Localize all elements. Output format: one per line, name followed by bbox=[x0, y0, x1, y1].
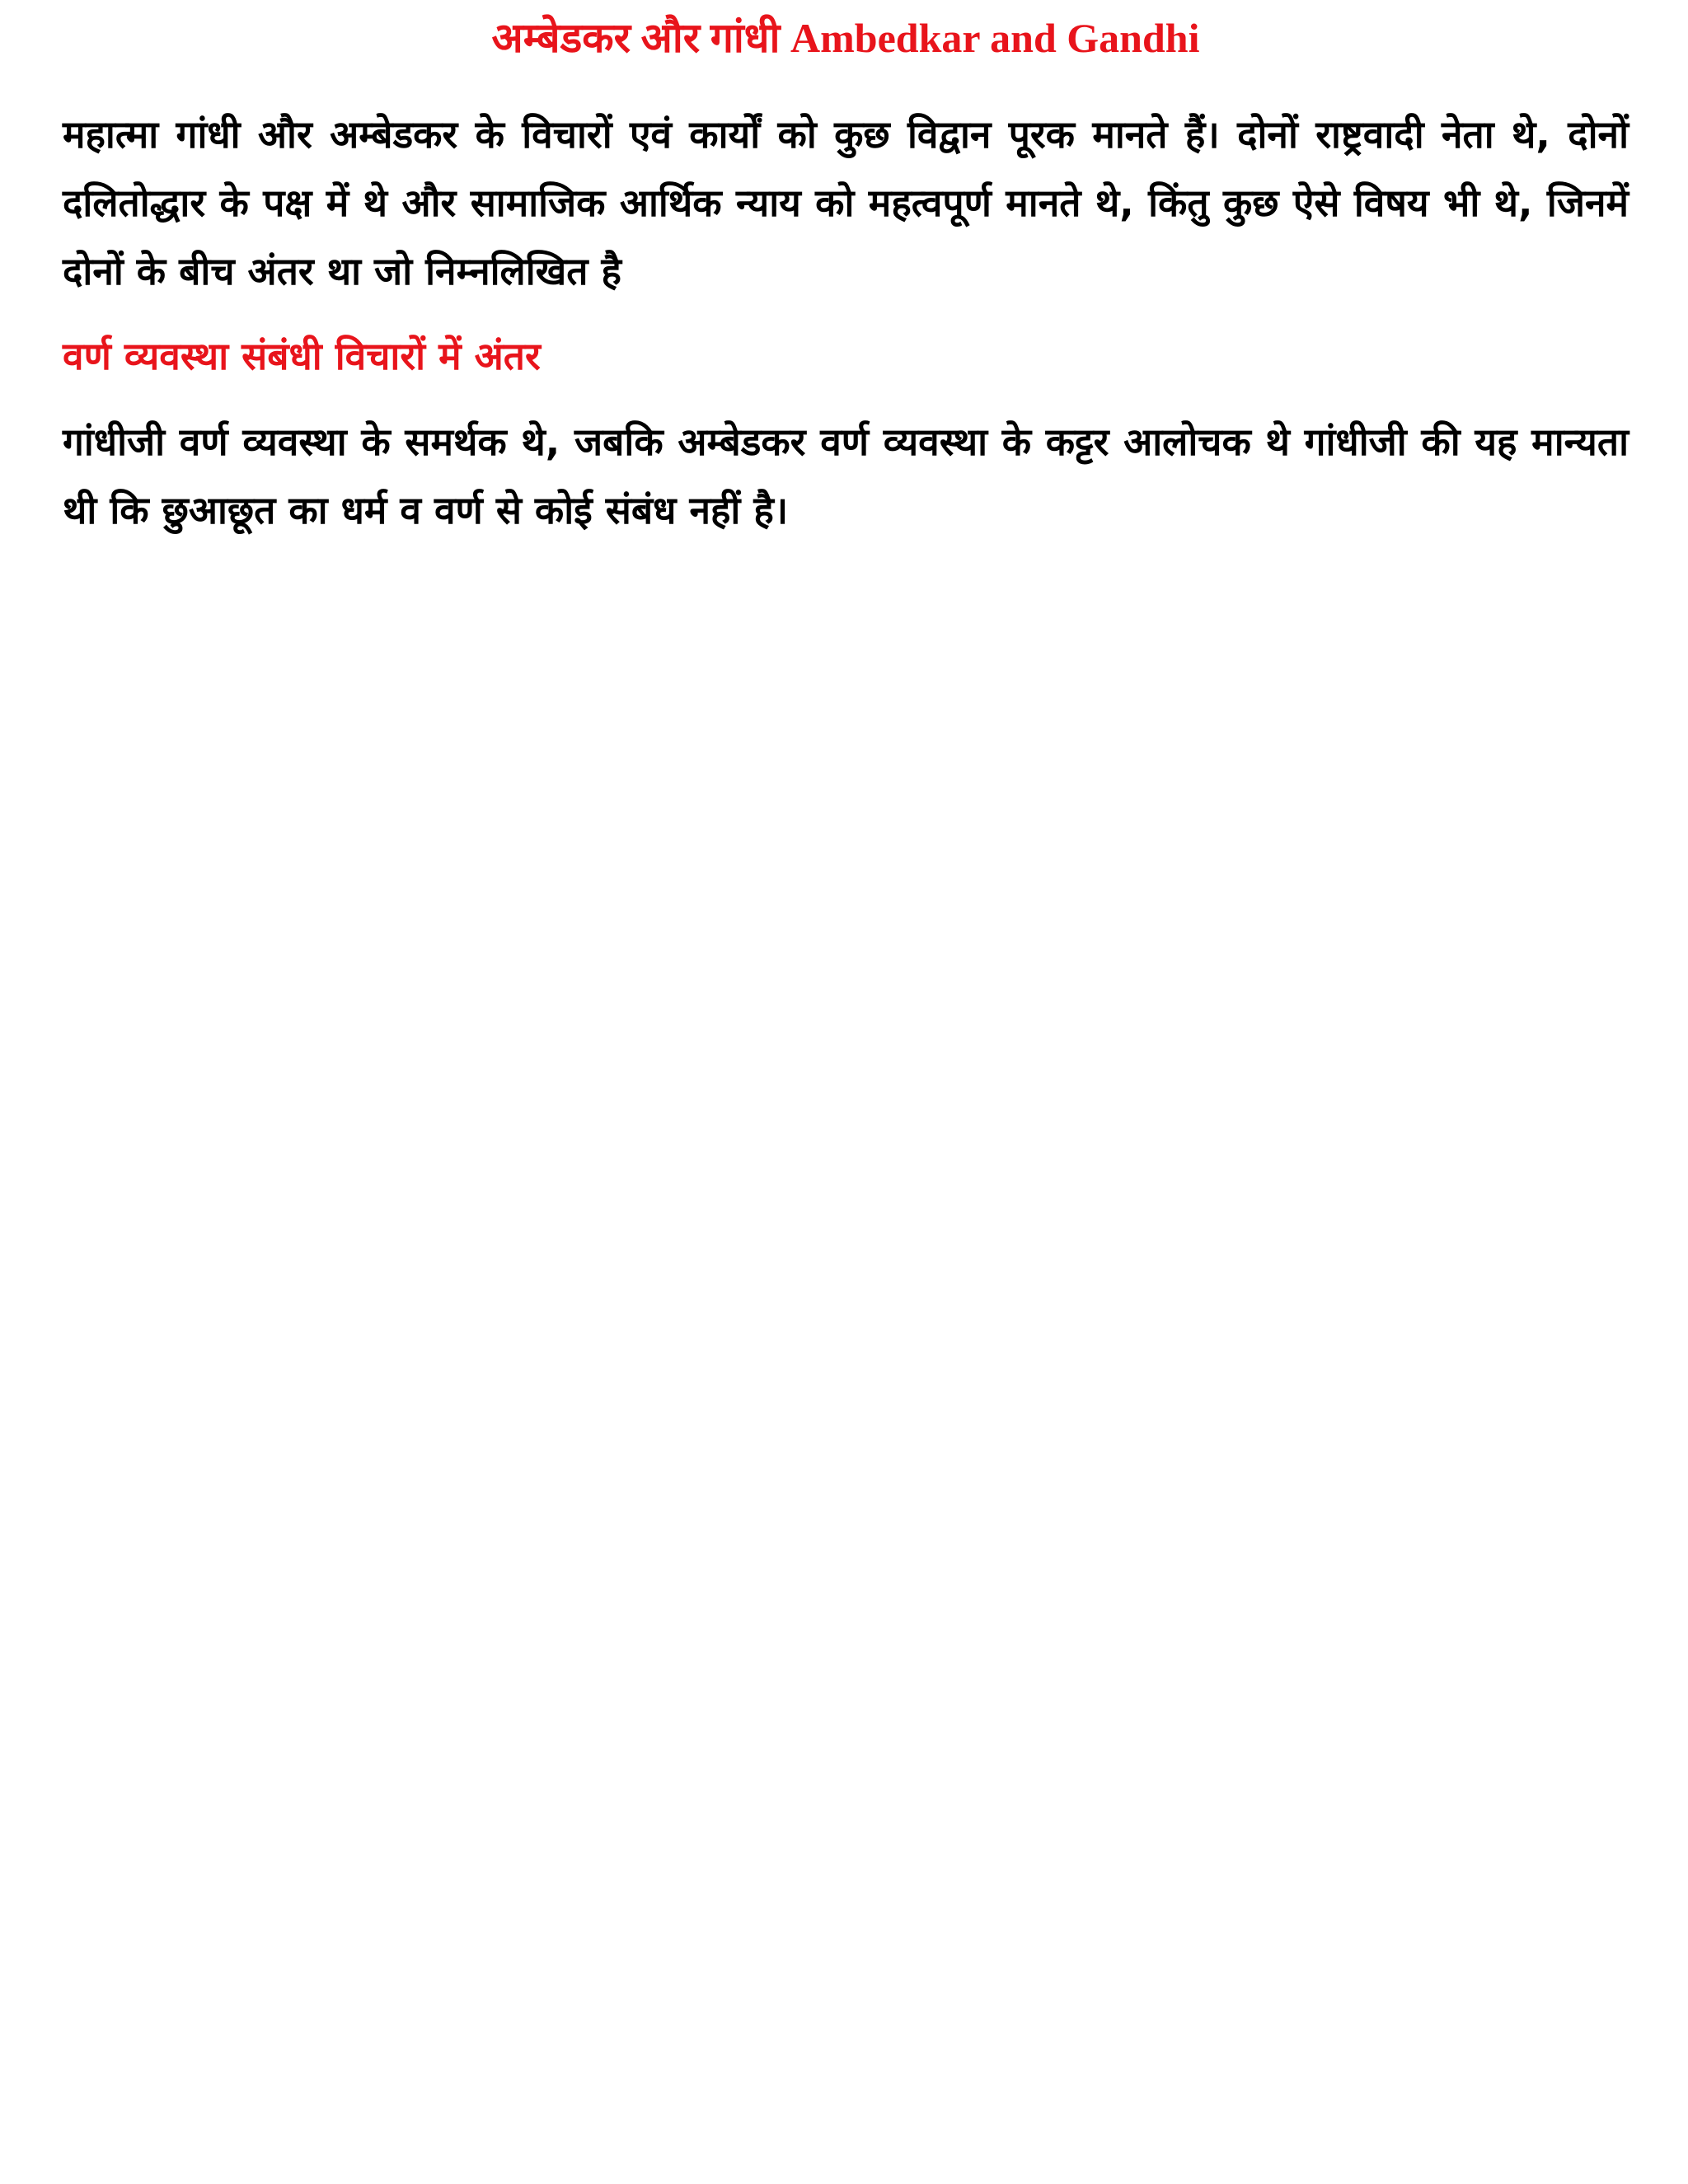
document-title: अम्बेडकर और गांधी Ambedkar and Gandhi bbox=[491, 15, 1200, 61]
section-paragraph: गांधीजी वर्ण व्यवस्था के समर्थक थे, जबकि अम्बेडकर वर्ण व्यवस्था के कट्टर आलोचक थे गांधीजी की यह मान्यता थी कि छुआछूत का धर्म व वर्ण से कोई संबंध नहीं है। bbox=[63, 419, 1629, 532]
section-heading: वर्ण व्यवस्था संबंधी विचारों में अंतर bbox=[63, 334, 541, 378]
intro-paragraph: महात्मा गांधी और अम्बेडकर के विचारों एवं कार्यों को कुछ विद्वान पूरक मानते हैं। दोनों राष्ट्रवादी नेता थे, दोनों दलितोद्धार के पक्ष में थे और सामाजिक आर्थिक न्याय को महत्वपूर्ण मानते थे, किंतु कुछ ऐसे विषय भी थे, जिनमें दोनों के बीच अंतर था जो निम्नलिखित है bbox=[63, 112, 1629, 293]
